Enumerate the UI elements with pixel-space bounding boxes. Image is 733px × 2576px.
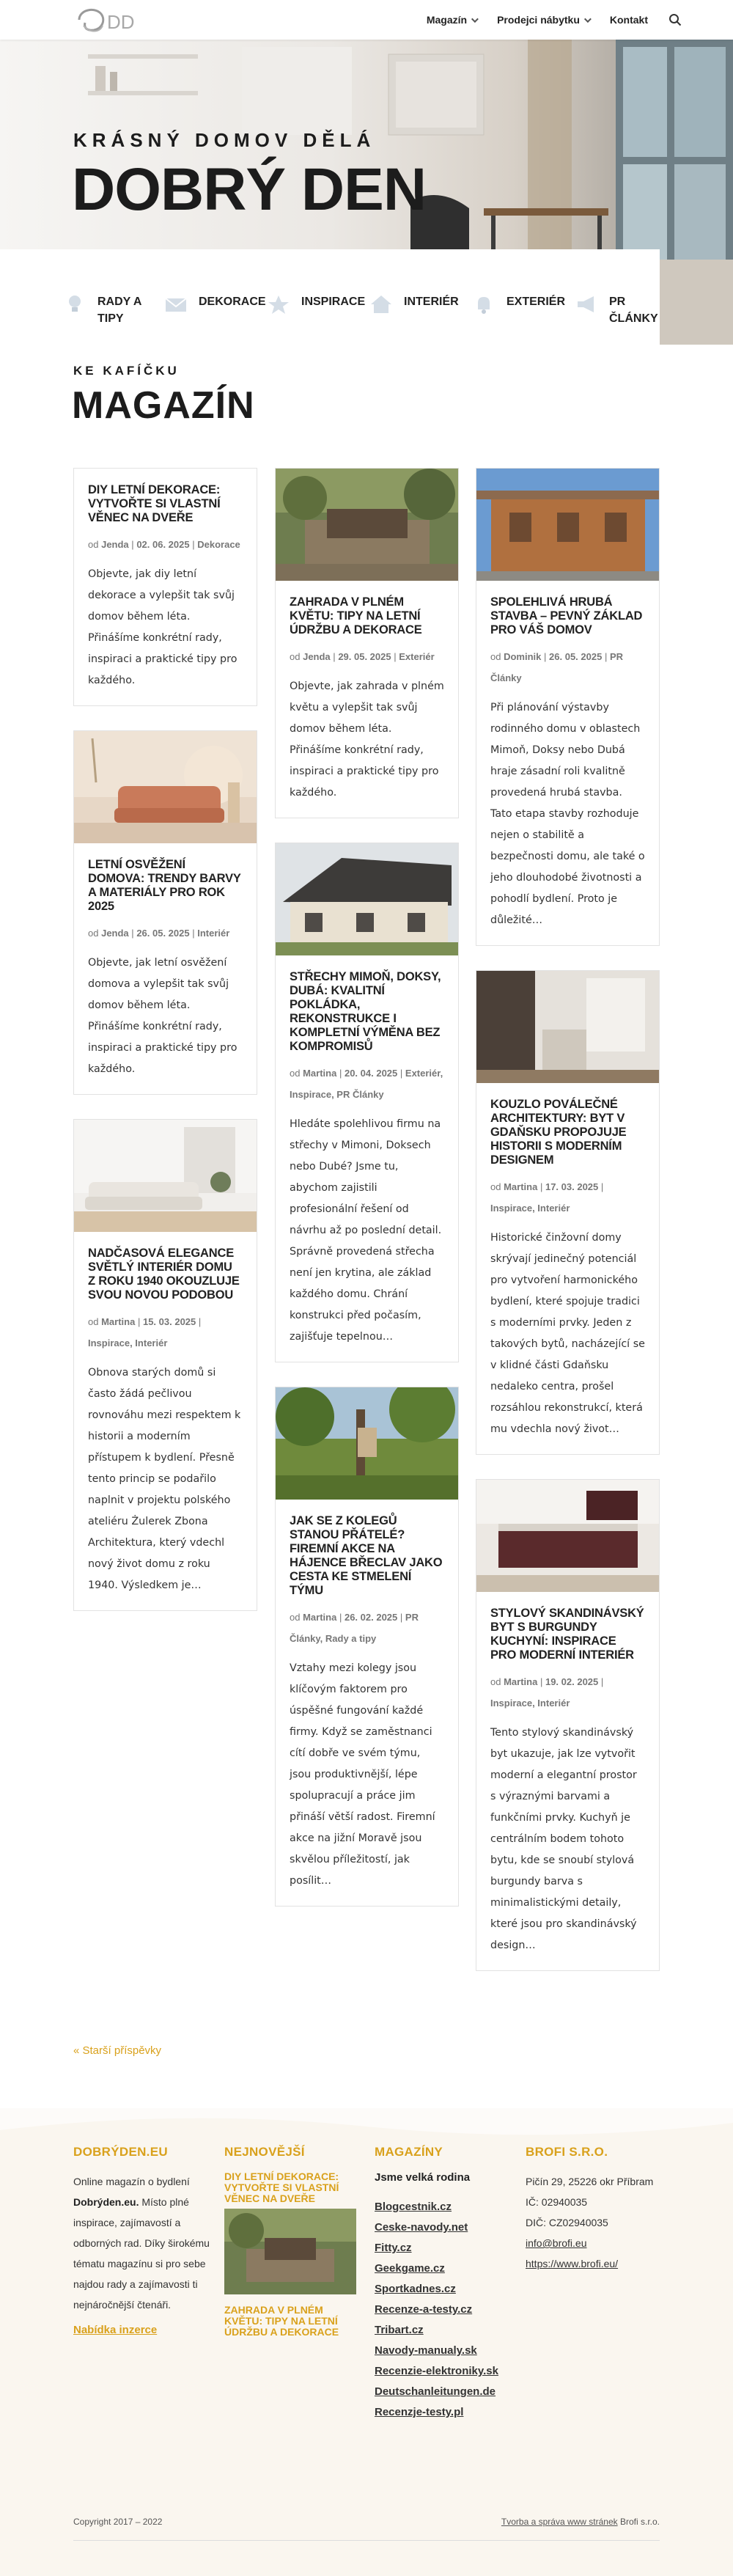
credits: Tvorba a správa www stránek Brofi s.r.o. <box>501 2517 660 2527</box>
post-author[interactable]: Martina <box>101 1316 136 1327</box>
post-author[interactable]: Dominik <box>504 651 542 662</box>
footer-magazine-link[interactable]: Navody-manualy.sk <box>375 2344 477 2357</box>
post-date: 26. 02. 2025 <box>344 1612 398 1623</box>
footer-dic: DIČ: CZ02940035 <box>526 2217 608 2228</box>
post-meta: od Martina | 26. 02. 2025 | PR Články, Rady a tipy <box>290 1612 419 1644</box>
post-thumbnail[interactable] <box>74 1120 257 1232</box>
chevron-down-icon <box>471 15 479 23</box>
logo-text: DD <box>107 11 135 33</box>
post-author[interactable]: Jenda <box>303 651 331 662</box>
post-thumbnail[interactable] <box>476 1480 659 1592</box>
post-title[interactable]: DIY LETNÍ DEKORACE: VYTVOŘTE SI VLASTNÍ VĚNEC NA DVEŘE <box>88 483 221 524</box>
post-card <box>73 1119 257 1611</box>
footer-magazine-link[interactable]: Recenzje-testy.pl <box>375 2406 464 2418</box>
category-exterier[interactable] <box>471 293 574 315</box>
post-date: 15. 03. 2025 <box>142 1316 196 1327</box>
footer-email-link[interactable]: info@brofi.eu <box>526 2237 587 2249</box>
footer-web-link[interactable]: https://www.brofi.eu/ <box>526 2258 619 2269</box>
post-categories[interactable]: Dekorace <box>197 539 240 550</box>
footer-subheading: Jsme velká rodina <box>375 2171 471 2184</box>
post-meta: od Martina | 19. 02. 2025 | Inspirace, Interiér <box>490 1676 604 1709</box>
post-card <box>275 843 459 1362</box>
post-thumbnail[interactable] <box>276 1387 458 1500</box>
category-label: INSPIRACE <box>301 296 366 308</box>
footer-heading: NEJNOVĚJŠÍ <box>224 2145 305 2159</box>
post-categories[interactable]: Interiér <box>197 928 230 939</box>
post-meta: od Jenda | 26. 05. 2025 | Interiér <box>88 928 230 939</box>
category-interier[interactable] <box>369 293 471 315</box>
footer-latest-title[interactable]: ZAHRADA V PLNÉM KVĚTU: TIPY NA LETNÍ ÚDRŽBU A DEKORACE <box>224 2304 339 2338</box>
post-categories[interactable]: Exteriér, Inspirace, PR Články <box>290 1068 443 1100</box>
post-title[interactable]: STŘECHY MIMOŇ, DOKSY, DUBÁ: KVALITNÍ POKLÁDKA, REKONSTRUKCE I KOMPLETNÍ VÝMĚNA BEZ KOMPROMISŮ <box>290 970 441 1053</box>
post-title[interactable]: NADČASOVÁ ELEGANCE SVĚTLÝ INTERIÉR DOMU Z ROKU 1940 OKOUZLUJE SVOU NOVOU PODOBOU <box>88 1247 240 1302</box>
footer-col-latest <box>224 2145 356 2338</box>
credits-link[interactable]: Tvorba a správa www stránek <box>501 2517 618 2527</box>
post-author[interactable]: Martina <box>504 1181 538 1192</box>
post-date: 26. 05. 2025 <box>136 928 190 939</box>
post-thumbnail[interactable] <box>276 469 458 581</box>
nav-item-label: Kontakt <box>609 14 648 26</box>
footer-latest-title[interactable]: DIY LETNÍ DEKORACE: VYTVOŘTE SI VLASTNÍ VĚNEC NA DVEŘE <box>224 2170 339 2204</box>
footer-magazine-link[interactable]: Sportkadnes.cz <box>375 2283 456 2295</box>
footer-magazine-link[interactable]: Blogcestnik.cz <box>375 2201 452 2213</box>
post-date: 17. 03. 2025 <box>545 1181 599 1192</box>
post-title[interactable]: STYLOVÝ SKANDINÁVSKÝ BYT S BURGUNDY KUCHYNÍ: INSPIRACE PRO MODERNÍ INTERIÉR <box>490 1607 644 1662</box>
search-icon[interactable] <box>668 13 682 26</box>
category-label: DEKORACE <box>199 296 266 308</box>
footer-about-text: Online magazín o bydlení Dobrýden.eu. Místo plné inspirace, zajímavostí a odborných rad. Díky širokému tématu magazínu si pro sebe najdou rady a zajímavosti ti nejnáročnější čtenáři. <box>73 2176 210 2311</box>
nav-item-kontakt[interactable] <box>610 14 648 26</box>
post-excerpt: Objevte, jak diy letní dekorace a vylepšit tak svůj domov během léta. Přinášíme konkrétní rady, inspiraci a praktické tipy pro každého. <box>88 568 237 686</box>
footer-magazine-link[interactable]: Recenzie-elektroniky.sk <box>375 2365 498 2377</box>
post-thumbnail[interactable] <box>476 971 659 1083</box>
older-posts-link[interactable]: « Starší příspěvky <box>73 2044 162 2057</box>
lightbulb-icon <box>62 293 87 315</box>
post-author[interactable]: Martina <box>303 1612 337 1623</box>
post-card <box>275 468 459 818</box>
footer-heading: MAGAZÍNY <box>375 2145 443 2159</box>
post-author[interactable]: Martina <box>303 1068 337 1079</box>
post-meta: od Jenda | 29. 05. 2025 | Exteriér <box>290 651 435 662</box>
category-label: PR ČLÁNKY <box>609 296 658 325</box>
posts-column-3 <box>476 468 660 1995</box>
footer-magazine-link[interactable]: Deutschanleitungen.de <box>375 2385 496 2398</box>
post-date: 20. 04. 2025 <box>344 1068 398 1079</box>
footer-magazine-link[interactable]: Recenze-a-testy.cz <box>375 2303 473 2316</box>
post-date: 29. 05. 2025 <box>338 651 391 662</box>
footer-heading: DOBRÝDEN.EU <box>73 2145 168 2159</box>
section-title: MAGAZÍN <box>72 384 255 427</box>
post-date: 26. 05. 2025 <box>549 651 603 662</box>
footer-latest-thumbnail[interactable] <box>224 2209 356 2294</box>
post-excerpt: Vztahy mezi kolegy jsou klíčovým faktorem pro úspěšné fungování každé firmy. Když se zaměstnanci cítí dobře ve svém týmu, jsou produktivnější, lépe spolupracují a práce jim přináší větší radost. Firemní akce na jižní Moravě jsou skvělou příležitostí, jak posílit… <box>290 1662 435 1887</box>
posts-column-2 <box>275 468 459 1931</box>
footer-magazine-link[interactable]: Geekgame.cz <box>375 2262 445 2275</box>
post-title[interactable]: JAK SE Z KOLEGŮ STANOU PŘÁTELÉ? FIREMNÍ AKCE NA HÁJENCE BŘECLAV JAKO CESTA KE STMELENÍ TÝMU <box>290 1514 443 1597</box>
footer-address: Pičín 29, 25226 okr Příbram <box>526 2176 654 2187</box>
footer-ic: IČ: 02940035 <box>526 2196 588 2208</box>
footer-magazine-link[interactable]: Fitty.cz <box>375 2242 412 2254</box>
chevron-down-icon <box>584 15 592 23</box>
category-rady-a-tipy[interactable] <box>62 293 163 327</box>
footer-col-magazines <box>375 2145 514 2423</box>
footer-col-about <box>73 2145 213 2336</box>
post-card <box>73 730 257 1095</box>
post-excerpt: Obnova starých domů si často žádá pečlivou rovnováhu mezi respektem k historii a moderním přístupem k bydlení. Přesně tento princip se podařilo naplnit v projektu polského ateliéru Żulerek Zbona Architektura, který vdechl nový život domu z roku 1940. Výsledkem je… <box>88 1367 241 1591</box>
post-thumbnail[interactable] <box>276 843 458 955</box>
post-title[interactable]: KOUZLO POVÁLEČNÉ ARCHITEKTURY: BYT V GDAŇSKU PROPOJUJE HISTORII S MODERNÍM DESIGNEM <box>490 1098 627 1167</box>
hero-title: DOBRÝ DEN <box>72 156 427 223</box>
category-label: EXTERIÉR <box>507 296 566 308</box>
nav-item-magazin[interactable] <box>427 14 476 26</box>
posts-column-1 <box>73 468 257 1635</box>
post-excerpt: Objevte, jak zahrada v plném květu a vylepšit tak svůj domov během léta. Přinášíme konkrétní rady, inspiraci a praktické tipy pro každého. <box>290 680 444 799</box>
post-title[interactable]: SPOLEHLIVÁ HRUBÁ STAVBA – PEVNÝ ZÁKLAD PRO VÁŠ DOMOV <box>490 595 643 636</box>
footer-magazine-link[interactable]: Tribart.cz <box>375 2324 424 2336</box>
envelope-icon <box>163 293 188 315</box>
post-card <box>73 468 257 706</box>
category-dekorace[interactable] <box>163 293 266 315</box>
nav-item-label: Prodejci nábytku <box>497 14 580 26</box>
post-excerpt: Objevte, jak letní osvěžení domova a vylepšit tak svůj domov během léta. Přinášíme konkrétní rady, inspiraci a praktické tipy pro každého. <box>88 957 237 1075</box>
post-author[interactable]: Martina <box>504 1676 538 1687</box>
post-categories[interactable]: Inspirace, Interiér <box>490 1203 570 1214</box>
post-categories[interactable]: Inspirace, Interiér <box>88 1337 168 1348</box>
footer-advertising-link[interactable]: Nabídka inzerce <box>73 2324 158 2336</box>
footer-divider <box>73 2540 660 2541</box>
bell-icon <box>471 293 496 315</box>
main-nav <box>427 0 682 40</box>
category-inspirace[interactable] <box>266 293 369 315</box>
site-header <box>0 0 733 40</box>
post-excerpt: Hledáte spolehlivou firmu na střechy v Mimoni, Doksech nebo Dubé? Jsme tu, abychom zajistili profesionální řešení od návrhu až po poslední detail. Správně provedená střecha není jen krytina, ale základ každého domu. Chrání konstrukci před počasím, zajišťuje tepelnou… <box>290 1118 442 1343</box>
post-card <box>275 1387 459 1907</box>
post-excerpt: Při plánování výstavby rodinného domu v oblastech Mimoň, Doksy nebo Dubá hraje zásadní roli kvalitně provedená hrubá stavba. Tato etapa stavby rozhoduje nejen o stabilitě a bezpečnosti domu, ale také o jeho dlouhodobé životnosti a pohodlí bydlení. Proto je důležité… <box>490 702 645 926</box>
post-categories[interactable]: PR Články, Rady a tipy <box>290 1612 419 1644</box>
post-meta: od Martina | 20. 04. 2025 | Exteriér, Inspirace, PR Články <box>290 1068 443 1100</box>
copyright: Copyright 2017 – 2022 <box>73 2517 163 2527</box>
hero-tagline: KRÁSNÝ DOMOV DĚLÁ <box>73 129 376 151</box>
post-card <box>476 970 660 1455</box>
post-date: 02. 06. 2025 <box>136 539 190 550</box>
post-meta: od Jenda | 02. 06. 2025 | Dekorace <box>88 539 240 550</box>
post-excerpt: Tento stylový skandinávský byt ukazuje, jak lze vytvořit moderní a elegantní prostor s výraznými barvami a funkčními prvky. Kuchyň je centrálním bodem tohoto bytu, kde se snoubí stylová burgundy barva s minimalistickými detaily, které jsou pro skandinávský design… <box>490 1727 637 1951</box>
footer-col-company <box>526 2145 665 2274</box>
post-card <box>476 468 660 946</box>
post-author[interactable]: Jenda <box>101 928 129 939</box>
house-icon <box>369 293 394 315</box>
post-thumbnail[interactable] <box>476 469 659 581</box>
category-label: INTERIÉR <box>404 296 459 308</box>
post-meta: od Martina | 15. 03. 2025 | Inspirace, Interiér <box>88 1316 202 1348</box>
site-logo[interactable] <box>73 4 147 36</box>
post-title[interactable]: LETNÍ OSVĚŽENÍ DOMOVA: TRENDY BARVY A MATERIÁLY PRO ROK 2025 <box>88 858 241 913</box>
post-excerpt: Historické činžovní domy skrývají jedinečný potenciál pro vytvoření harmonického bydlení, které spojuje tradici s moderními prvky. Jeden z takových bytů, nacházející se v klidné části Gdaňsku nedaleko centra, prošel rozsáhlou rekonstrukcí, která mu vdechla nový život… <box>490 1232 645 1435</box>
footer-heading: BROFI S.R.O. <box>526 2145 608 2159</box>
nav-item-prodejci[interactable] <box>497 14 589 26</box>
post-thumbnail[interactable] <box>74 731 257 843</box>
post-categories[interactable]: Inspirace, Interiér <box>490 1698 570 1709</box>
nav-item-label: Magazín <box>426 14 468 26</box>
category-pr-clanky[interactable] <box>574 293 667 327</box>
post-meta: od Dominik | 26. 05. 2025 | PR Články <box>490 651 624 683</box>
post-categories[interactable]: PR Články <box>490 651 624 683</box>
post-card <box>476 1479 660 1971</box>
post-author[interactable]: Jenda <box>101 539 129 550</box>
footer-magazine-link[interactable]: Ceske-navody.net <box>375 2221 468 2234</box>
post-date: 19. 02. 2025 <box>545 1676 599 1687</box>
category-strip <box>62 293 667 337</box>
megaphone-icon <box>574 293 599 315</box>
site-footer <box>0 2108 733 2576</box>
post-title[interactable]: ZAHRADA V PLNÉM KVĚTU: TIPY NA LETNÍ ÚDRŽBU A DEKORACE <box>290 595 422 636</box>
post-meta: od Martina | 17. 03. 2025 | Inspirace, Interiér <box>490 1181 604 1214</box>
star-icon <box>266 293 291 315</box>
category-label: RADY A TIPY <box>97 296 141 325</box>
section-kicker: KE KAFÍČKU <box>73 364 180 378</box>
post-categories[interactable]: Exteriér <box>399 651 435 662</box>
